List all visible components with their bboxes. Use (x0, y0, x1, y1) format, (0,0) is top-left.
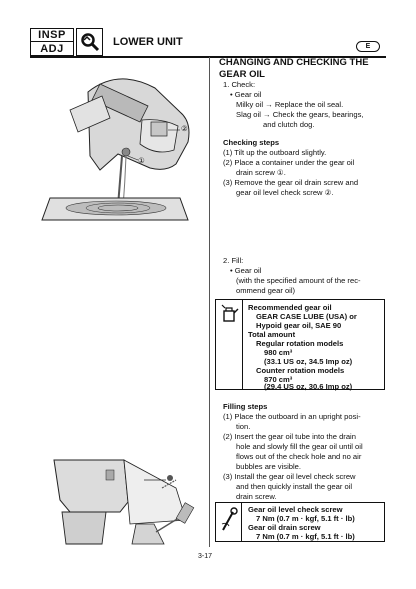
page-number: 3-17 (198, 553, 213, 560)
section-title-line1: CHANGING AND CHECKING THE (219, 57, 369, 68)
column-divider (209, 57, 210, 547)
checking-step-2: (2) Place a container under the gear oil (223, 158, 355, 167)
header-title: LOWER UNIT (113, 36, 183, 48)
filling-step-3-cont2: drain screw. (236, 492, 277, 501)
filling-step-1: (1) Place the outboard in an upright posi- (223, 412, 361, 421)
torque-spec-line4: 7 Nm (0.7 m · kgf, 5.1 ft · lb) (256, 532, 355, 541)
gear-oil-spec-line4: Regular rotation models (256, 339, 344, 348)
checking-step-3-cont: gear oil level check screw ②. (236, 188, 334, 197)
checking-step-1: (1) Tilt up the outboard slightly. (223, 148, 327, 157)
filling-step-3: (3) Install the gear oil level check screw (223, 472, 356, 481)
language-badge: E (356, 41, 380, 52)
check-slag-line1: Slag oil → Check the gears, bearings, (236, 110, 364, 119)
tab-insp: INSP (31, 29, 73, 42)
check-heading: 1. Check: (223, 80, 256, 89)
gear-oil-spec-line5: 980 cm³ (264, 348, 293, 357)
check-milky: Milky oil → Replace the oil seal. (236, 100, 344, 109)
checking-steps-heading: Checking steps (223, 138, 280, 147)
gear-oil-spec-line8: 870 cm³ (264, 375, 293, 384)
filling-step-3-cont1: and then quickly install the gear oil (236, 482, 353, 491)
fill-heading: 2. Fill: (223, 256, 244, 265)
section-tab (30, 28, 74, 56)
fill-note-line2: ommend gear oil) (236, 286, 296, 295)
gear-oil-spec-line2: Hypoid gear oil, SAE 90 (256, 321, 342, 330)
filling-step-2: (2) Insert the gear oil tube into the drain (223, 432, 356, 441)
gear-oil-spec-line3: Total amount (248, 330, 296, 339)
torque-wrench-icon (216, 503, 242, 541)
figure-fill-oil (36, 440, 206, 548)
figure-drain-oil (30, 60, 206, 240)
filling-step-2-cont3: bubbles are visible. (236, 462, 302, 471)
callout-1: ① (138, 156, 145, 165)
wrench-magnifier-icon (76, 28, 103, 56)
check-item: • Gear oil (230, 90, 262, 99)
gear-oil-spec-line1: GEAR CASE LUBE (USA) or (256, 312, 357, 321)
gear-oil-spec-line9: (29.4 US oz, 30.6 Imp oz) (264, 382, 353, 391)
section-title-line2: GEAR OIL (219, 69, 265, 80)
filling-step-2-cont1: hole and slowly fill the gear oil until oil (236, 442, 363, 451)
checking-step-2-cont: drain screw ①. (236, 168, 286, 177)
gear-oil-spec-title: Recommended gear oil (248, 303, 332, 312)
tab-adj: ADJ (40, 42, 64, 55)
fill-note-line1: (with the specified amount of the rec- (236, 276, 361, 285)
torque-spec-line2: 7 Nm (0.7 m · kgf, 5.1 ft · lb) (256, 514, 355, 523)
gear-oil-spec-line7: Counter rotation models (256, 366, 345, 375)
checking-step-3: (3) Remove the gear oil drain screw and (223, 178, 359, 187)
torque-spec-box (215, 502, 385, 542)
torque-spec-line1: Gear oil level check screw (248, 505, 343, 514)
oil-can-icon (216, 300, 243, 389)
filling-step-1-cont: tion. (236, 422, 251, 431)
fill-item: • Gear oil (230, 266, 262, 275)
gear-oil-spec-box (215, 299, 385, 390)
filling-step-2-cont2: flows out of the check hole and no air (236, 452, 362, 461)
gear-oil-spec-line6: (33.1 US oz, 34.5 Imp oz) (264, 357, 353, 366)
torque-spec-line3: Gear oil drain screw (248, 523, 321, 532)
callout-2: ② (181, 124, 188, 133)
section-title (219, 57, 389, 81)
check-slag-line2: and clutch dog. (263, 120, 315, 129)
filling-steps-heading: Filling steps (223, 402, 268, 411)
